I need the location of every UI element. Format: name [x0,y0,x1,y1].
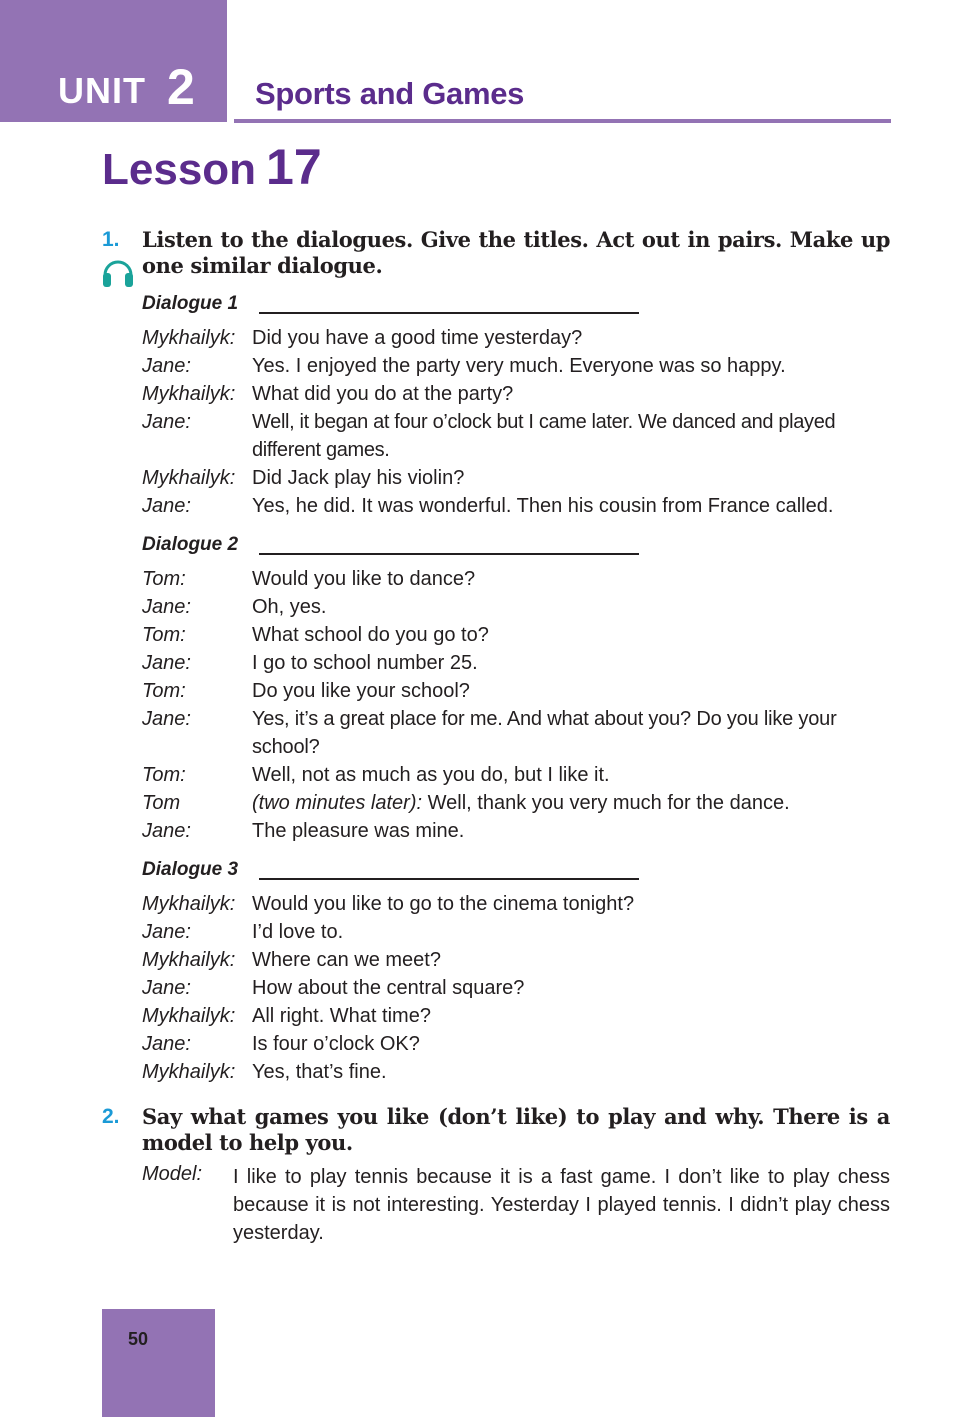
speaker: Jane: [142,411,191,433]
dialogue-1-title-blank [259,312,639,314]
speaker: Mykhailyk: [142,1061,236,1083]
lesson-word: Lesson [102,145,257,194]
speaker: Tom [142,792,181,814]
speaker: Jane: [142,820,191,842]
speaker: Mykhailyk: [142,327,236,349]
dialogue-3-title: Dialogue 3 [142,859,239,880]
speech: Would you like to dance? [252,568,476,590]
speech: Did you have a good time yesterday? [252,327,583,349]
speaker: Jane: [142,596,191,618]
unit-banner [0,0,227,122]
speech: Oh, yes. [252,596,327,618]
headphones-icon[interactable] [101,255,135,289]
speech: All right. What time? [252,1005,431,1027]
speech: Where can we meet? [252,949,441,971]
lesson-title [102,138,322,196]
speech: How about the central square? [252,977,525,999]
speech: The pleasure was mine. [252,820,465,842]
dialogue-3-title-blank [259,878,639,880]
speaker: Jane: [142,355,191,377]
speaker: Tom: [142,568,186,590]
speech: Do you like your school? [252,680,470,702]
speech: Well, it began at four o’clock but I came later. We danced and played different games. [252,411,836,461]
speech-text: Well, thank you very much for the dance. [427,792,790,814]
unit-label: UNIT [58,70,146,111]
dialogue-2-title-blank [259,553,639,555]
unit-title: Sports and Games [255,76,525,111]
speaker: Mykhailyk: [142,949,236,971]
model-text: I like to play tennis because it is a fast game. I don’t like to play chess because it is not interesting. Yesterday I played tennis. I didn’t play chess yesterday. [233,1166,890,1244]
speech: Yes, it’s a great place for me. And what about you? Do you like your school? [252,708,837,758]
page-number-box [102,1309,215,1417]
speech: Yes. I enjoyed the party very much. Everyone was so happy. [252,355,786,377]
speaker: Mykhailyk: [142,1005,236,1027]
speaker: Jane: [142,1033,191,1055]
speech: Well, not as much as you do, but I like it. [252,764,610,786]
speaker: Mykhailyk: [142,467,236,489]
exercise-1-number: 1. [102,228,120,251]
speaker: Mykhailyk: [142,893,236,915]
exercise-2-instruction: Say what games you like (don’t like) to play and why. There is a model to help you. [142,1104,890,1155]
header-divider [234,119,891,123]
speech: I’d love to. [252,921,344,943]
speaker: Tom: [142,624,186,646]
speech: Would you like to go to the cinema tonight? [252,893,635,915]
page-number: 50 [128,1329,149,1349]
unit-number: 2 [167,59,195,115]
model-label: Model: [142,1163,203,1185]
exercise-2-number: 2. [102,1105,120,1128]
dialogue-1-title: Dialogue 1 [142,293,239,314]
stage-direction: (two minutes later): [252,792,423,814]
speech: Yes, he did. It was wonderful. Then his cousin from France called. [252,495,834,517]
speaker: Jane: [142,708,191,730]
speech: What school do you go to? [252,624,489,646]
speech: Yes, that’s fine. [252,1061,387,1083]
speaker: Tom: [142,680,186,702]
speech [252,789,790,817]
speech: Is four o’clock OK? [252,1033,420,1055]
dialogue-2-title: Dialogue 2 [142,534,239,555]
speech: I go to school number 25. [252,652,478,674]
speaker: Jane: [142,977,191,999]
exercise-1-instruction: Listen to the dialogues. Give the titles. Act out in pairs. Make up one similar dialogue. [142,227,890,278]
speech: What did you do at the party? [252,383,514,405]
speaker: Jane: [142,921,191,943]
speaker: Tom: [142,764,186,786]
speech: Did Jack play his violin? [252,467,465,489]
speaker: Jane: [142,652,191,674]
speaker: Jane: [142,495,191,517]
lesson-number: 17 [266,139,322,195]
speaker: Mykhailyk: [142,383,236,405]
